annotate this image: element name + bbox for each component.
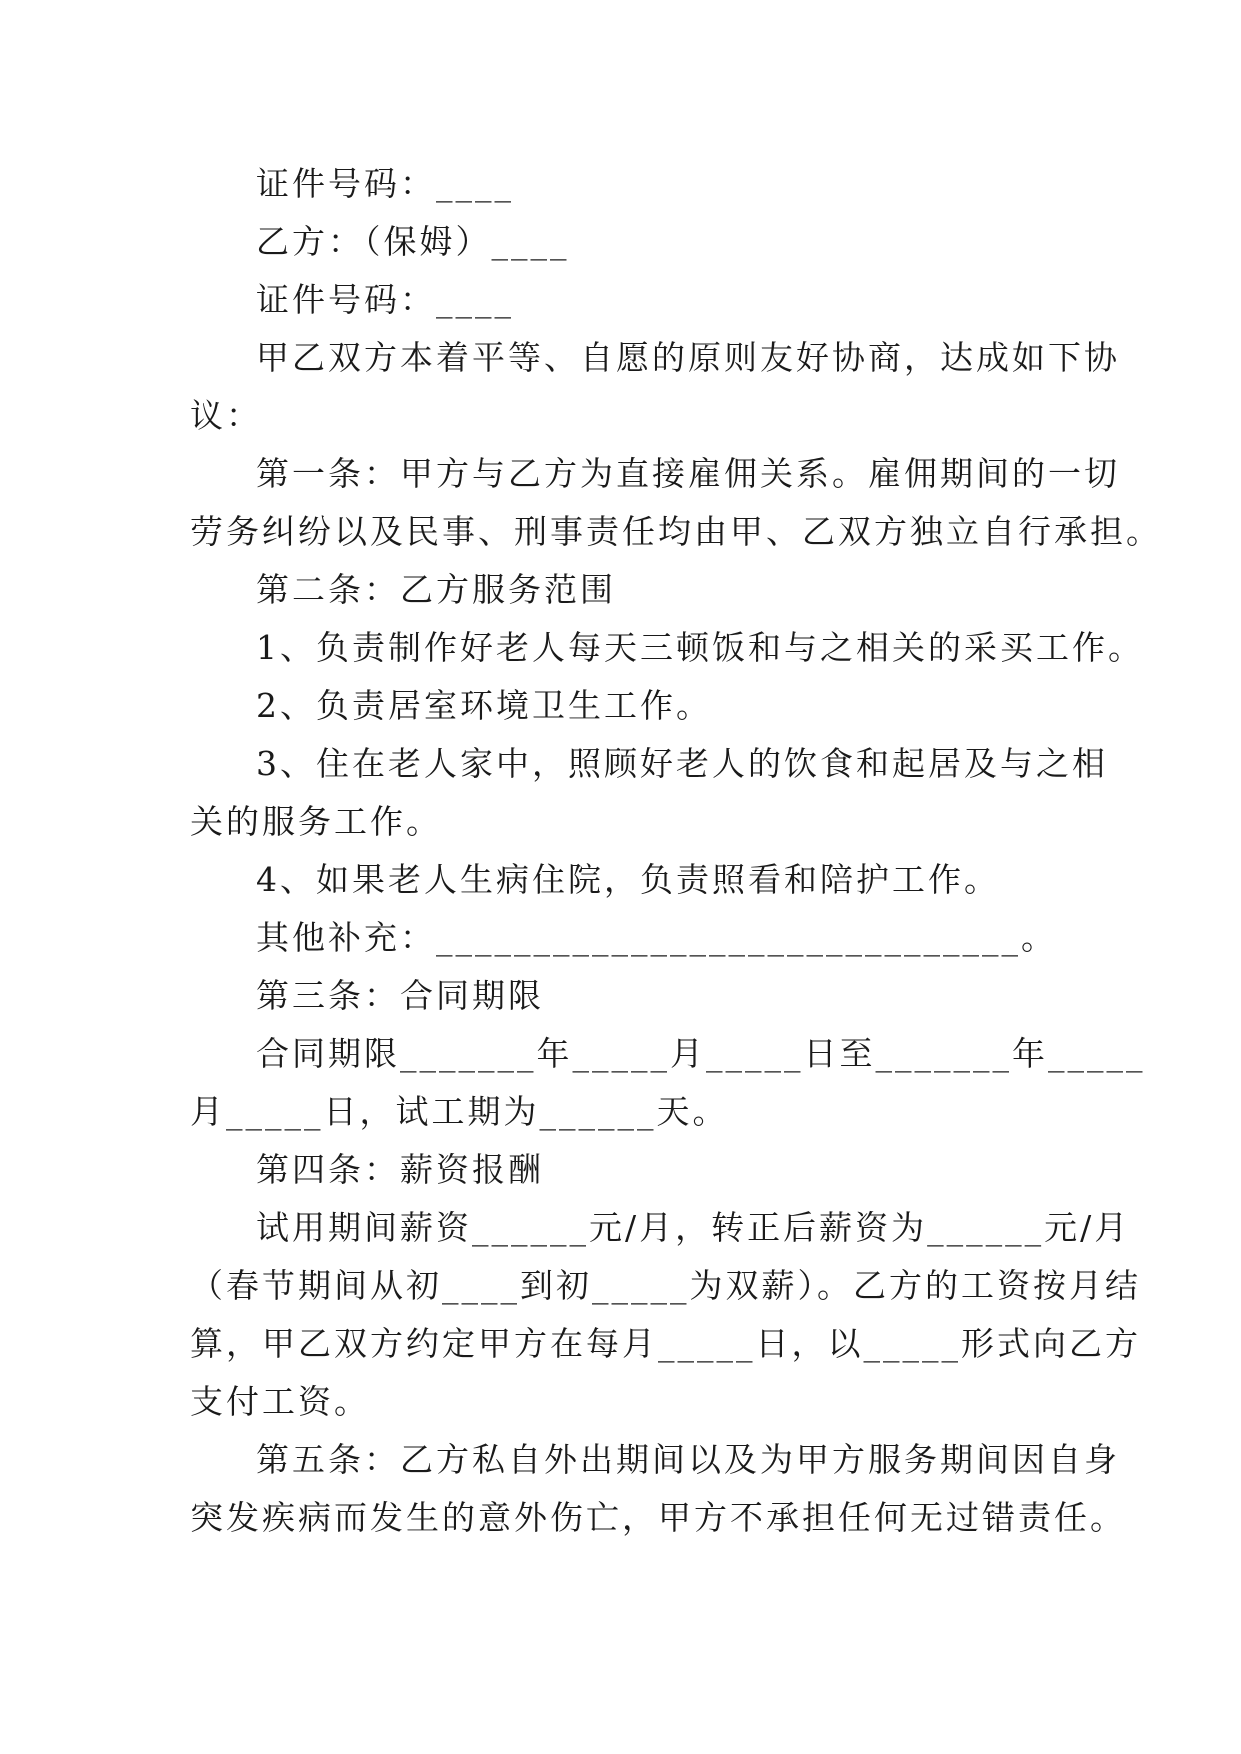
salary-line-3: 算，甲乙双方约定甲方在每月_____日，以_____形式向乙方: [190, 1324, 1141, 1363]
article-5-line-1: 第五条：乙方私自外出期间以及为甲方服务期间因自身: [256, 1440, 1120, 1479]
article-2-heading: 第二条：乙方服务范围: [256, 570, 616, 609]
service-item-3-line-2: 关的服务工作。: [190, 802, 442, 841]
article-5-line-2: 突发疾病而发生的意外伤亡，甲方不承担任何无过错责任。: [190, 1498, 1126, 1537]
preamble-line-2: 议：: [190, 396, 262, 435]
employer-id-line: 证件号码：____: [256, 164, 514, 203]
article-4-heading: 第四条：薪资报酬: [256, 1150, 544, 1189]
service-item-1: 1、负责制作好老人每天三顿饭和与之相关的采买工作。: [256, 628, 1144, 667]
salary-line-2: （春节期间从初____到初_____为双薪）。乙方的工资按月结: [190, 1266, 1141, 1305]
party-b-id-line: 证件号码：____: [256, 280, 514, 319]
party-b-line: 乙方：（保姆）____: [256, 222, 570, 261]
salary-line-1: 试用期间薪资______元/月，转正后薪资为______元/月: [256, 1208, 1131, 1247]
article-1-line-2: 劳务纠纷以及民事、刑事责任均由甲、乙双方独立自行承担。: [190, 512, 1162, 551]
contract-term-line-2: 月_____日，试工期为______天。: [190, 1092, 729, 1131]
article-1-line-1: 第一条：甲方与乙方为直接雇佣关系。雇佣期间的一切: [256, 454, 1120, 493]
preamble-line-1: 甲乙双方本着平等、自愿的原则友好协商，达成如下协: [256, 338, 1120, 377]
service-item-2: 2、负责居室环境卫生工作。: [256, 686, 712, 725]
contract-term-line-1: 合同期限_______年_____月_____日至_______年_____: [256, 1034, 1146, 1073]
article-3-heading: 第三条：合同期限: [256, 976, 544, 1015]
other-supplement-line: 其他补充：______________________________。: [256, 918, 1057, 957]
salary-line-4: 支付工资。: [190, 1382, 370, 1421]
service-item-3-line-1: 3、住在老人家中，照顾好老人的饮食和起居及与之相: [256, 744, 1108, 783]
service-item-4: 4、如果老人生病住院，负责照看和陪护工作。: [256, 860, 1000, 899]
